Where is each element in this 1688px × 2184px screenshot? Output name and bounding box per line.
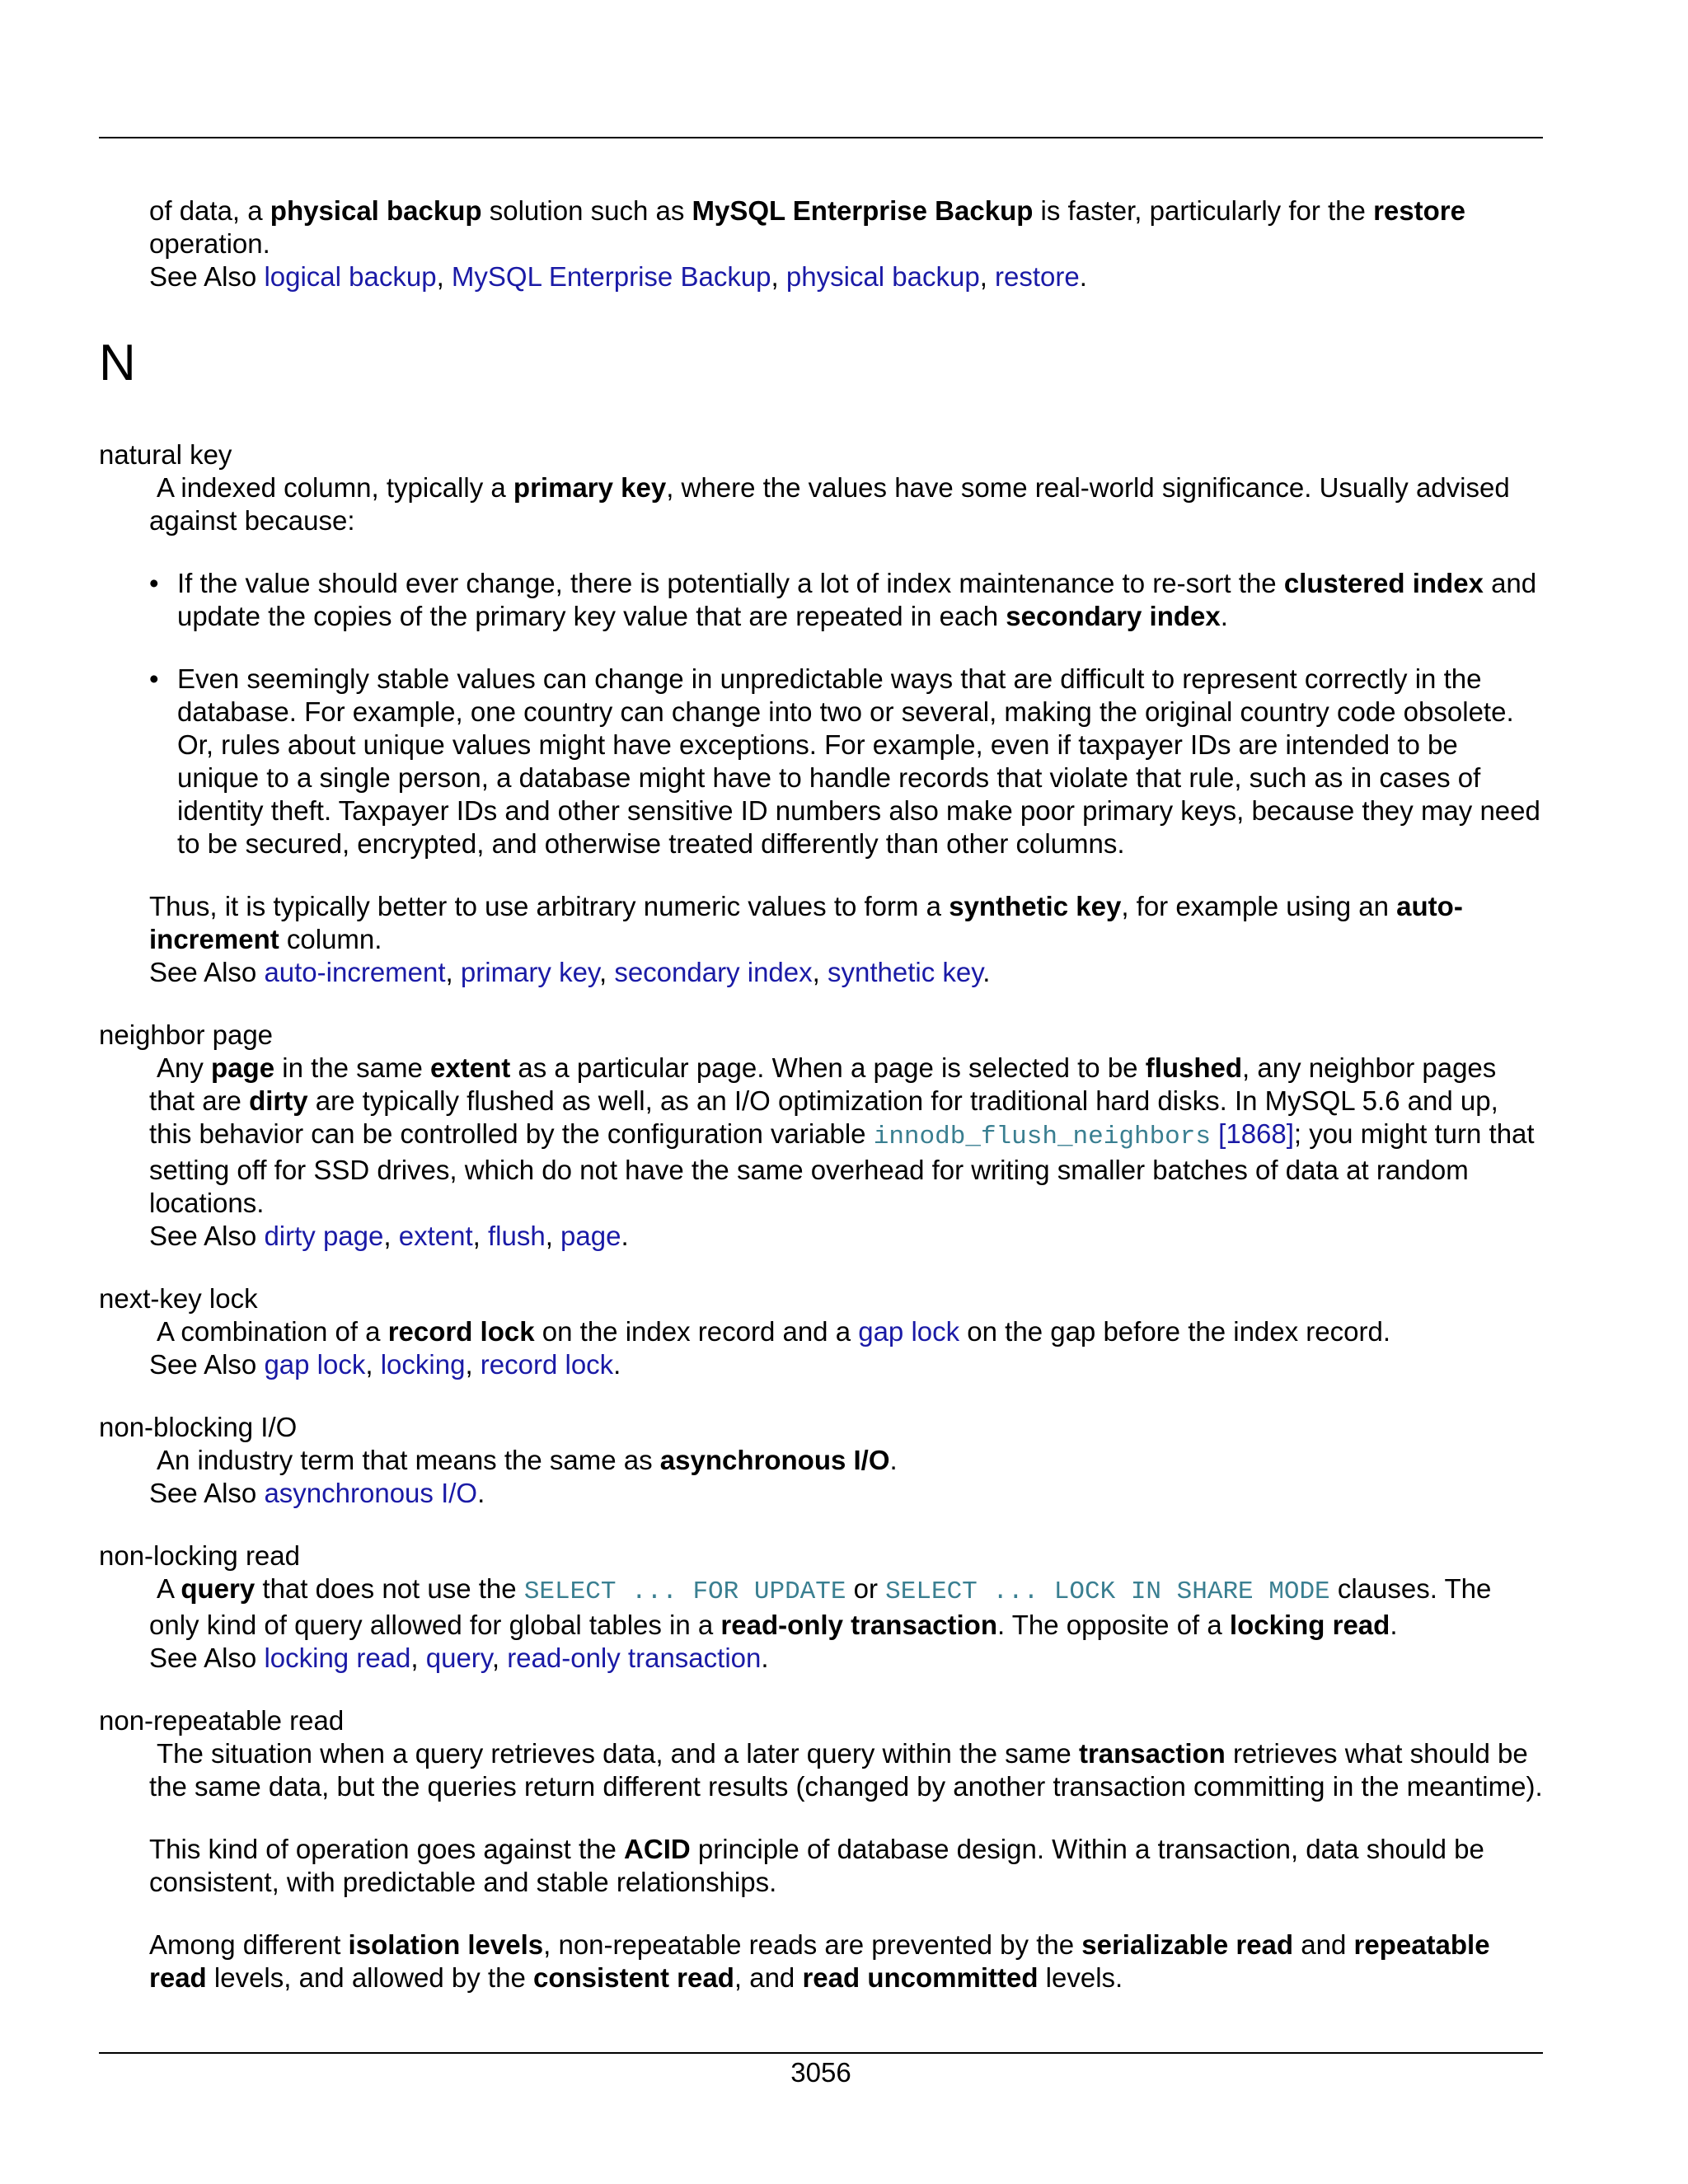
intro-see-also: See Also logical backup, MySQL Enterprise Backup, physical backup, restore. (149, 261, 1087, 292)
entry-paragraph: Thus, it is typically better to use arbitrary numeric values to form a synthetic key, for example using an auto-increment column. (149, 891, 1463, 954)
entry-see-also: See Also locking read, query, read-only transaction. (149, 1643, 769, 1673)
bullet-list (149, 567, 1543, 860)
link-flush[interactable]: flush (487, 1221, 546, 1251)
entry-definition: A combination of a record lock on the index record and a gap lock on the gap before the index record. (157, 1316, 1391, 1347)
link-physical-backup[interactable]: physical backup (785, 261, 980, 292)
entry-paragraph: Among different isolation levels, non-repeatable reads are prevented by the serializable read and repeatable read levels, and allowed by the consistent read, and read uncommitted levels. (149, 1929, 1490, 1993)
entry-definition: An industry term that means the same as asynchronous I/O. (157, 1445, 898, 1475)
link-locking[interactable]: locking (380, 1349, 466, 1380)
entry-non-repeatable-read (99, 1704, 1543, 1994)
entry-term: natural key (99, 439, 232, 470)
header-rule (99, 137, 1543, 138)
footer-rule (99, 2052, 1543, 2054)
entry-definition: The situation when a query retrieves data, and a later query within the same transaction retrieves what should be the same data, but the queries return different results (changed by another transaction committing in the meantime). (149, 1738, 1543, 1802)
entry-natural-key (99, 438, 1543, 989)
page-number: 3056 (790, 2057, 851, 2088)
entry-see-also: See Also auto-increment, primary key, secondary index, synthetic key. (149, 957, 991, 987)
entry-term: non-locking read (99, 1540, 300, 1571)
link-primary-key[interactable]: primary key (460, 957, 599, 987)
list-item: • Even seemingly stable values can change in unpredictable ways that are difficult to represent correctly in the database. For example, one country can change into two or several, making the original country code obsolete. Or, rules about unique values might have exceptions. For example, even if taxpayer IDs are intended to be unique to a single person, a database might have to handle records that violate that rule, such as in cases of identity theft. Taxpayer IDs and other sensitive ID numbers also make poor primary keys, because they may need to be secured, encrypted, and otherwise treated differently than other columns. (149, 663, 1540, 859)
section-letter: N (99, 335, 136, 391)
entry-neighbor-page (99, 1019, 1543, 1253)
entry-see-also: See Also dirty page, extent, flush, page. (149, 1221, 629, 1251)
code-select-lock-in-share-mode: SELECT ... LOCK IN SHARE MODE (885, 1577, 1330, 1606)
page-content (99, 194, 1543, 1994)
intro-continuation (149, 194, 1543, 293)
entry-definition: A query that does not use the SELECT ... FOR UPDATE or SELECT ... LOCK IN SHARE MODE clauses. The only kind of query allowed for global tables in a read-only transaction. The opposite of a locking read. (149, 1573, 1492, 1640)
term-physical-backup: physical backup (270, 195, 482, 226)
link-page-ref-1868[interactable]: [1868] (1211, 1118, 1294, 1149)
entry-next-key-lock (99, 1282, 1543, 1381)
link-query[interactable]: query (425, 1643, 492, 1673)
link-dirty-page[interactable]: dirty page (264, 1221, 384, 1251)
entry-definition: A indexed column, typically a primary key, where the values have some real-world significance. Usually advised against because: (149, 472, 1510, 536)
link-innodb-flush-neighbors[interactable]: innodb_flush_neighbors (873, 1122, 1211, 1151)
entry-definition: Any page in the same extent as a particular page. When a page is selected to be flushed, any neighbor pages that are dirty are typically flushed as well, as an I/O optimization for traditional hard disks. In MySQL 5.6 and up, this behavior can be controlled by the configuration variable innodb_flush_neighbors [1868]; you might turn that setting off for SSD drives, which do not have the same overhead for writing smaller batches of data at random locations. (149, 1052, 1535, 1218)
code-select-for-update: SELECT ... FOR UPDATE (523, 1577, 846, 1606)
link-restore[interactable]: restore (995, 261, 1080, 292)
link-synthetic-key[interactable]: synthetic key (827, 957, 983, 987)
bullet-icon: • (149, 568, 159, 598)
entry-term: non-blocking I/O (99, 1412, 298, 1442)
link-locking-read[interactable]: locking read (264, 1643, 411, 1673)
entry-non-locking-read (99, 1540, 1543, 1675)
link-asynchronous-io[interactable]: asynchronous I/O (264, 1478, 478, 1508)
link-mysql-enterprise-backup[interactable]: MySQL Enterprise Backup (451, 261, 771, 292)
link-extent[interactable]: extent (398, 1221, 473, 1251)
link-gap-lock-inline[interactable]: gap lock (858, 1316, 960, 1347)
entry-non-blocking-io (99, 1411, 1543, 1510)
link-auto-increment[interactable]: auto-increment (264, 957, 446, 987)
entry-paragraph: This kind of operation goes against the ACID principle of database design. Within a transaction, data should be consistent, with predictable and stable relationships. (149, 1834, 1484, 1897)
link-read-only-transaction[interactable]: read-only transaction (507, 1643, 762, 1673)
entry-see-also: See Also gap lock, locking, record lock. (149, 1349, 621, 1380)
link-secondary-index[interactable]: secondary index (614, 957, 813, 987)
term-mysql-enterprise-backup: MySQL Enterprise Backup (692, 195, 1034, 226)
list-item: • If the value should ever change, there is potentially a lot of index maintenance to re-sort the clustered index and update the copies of the primary key value that are repeated in each secondary index. (149, 568, 1537, 631)
intro-paragraph: of data, a physical backup solution such as MySQL Enterprise Backup is faster, particularly for the restore operation. (149, 195, 1465, 259)
entry-term: non-repeatable read (99, 1705, 345, 1736)
link-gap-lock[interactable]: gap lock (264, 1349, 366, 1380)
link-page[interactable]: page (560, 1221, 621, 1251)
entry-see-also: See Also asynchronous I/O. (149, 1478, 485, 1508)
bullet-icon: • (149, 663, 159, 694)
link-record-lock[interactable]: record lock (480, 1349, 614, 1380)
entry-term: next-key lock (99, 1283, 258, 1314)
link-logical-backup[interactable]: logical backup (264, 261, 437, 292)
term-restore: restore (1373, 195, 1465, 226)
entry-term: neighbor page (99, 1019, 274, 1050)
